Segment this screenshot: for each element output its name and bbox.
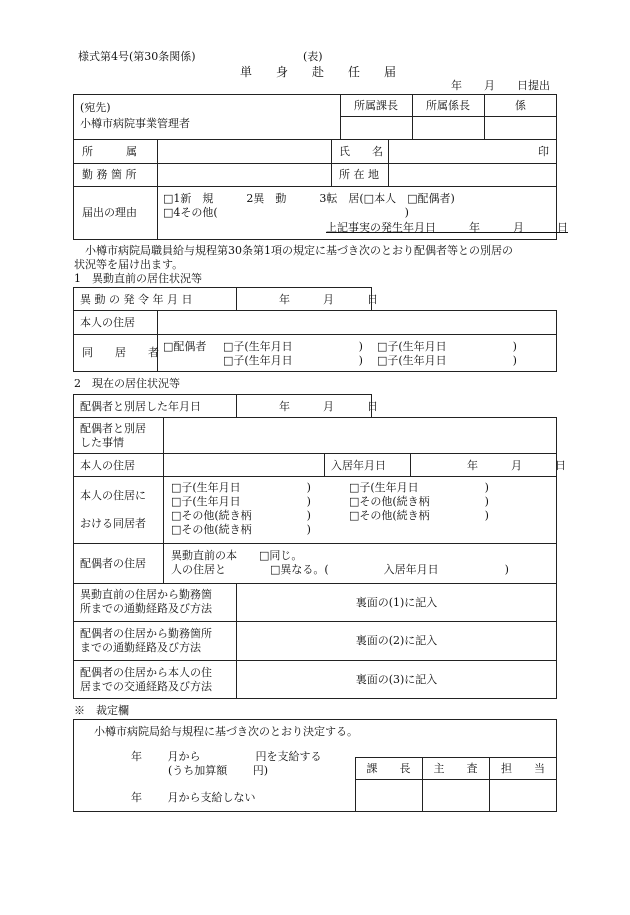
route3-label-1: 配偶者の住居から本人の住 xyxy=(80,666,212,679)
location-label: 所 在 地 xyxy=(339,168,379,181)
subsection-chief-stamp-box[interactable] xyxy=(413,117,484,139)
prior-child-1[interactable]: □子(生年月日 ) xyxy=(223,340,363,353)
department-field[interactable] xyxy=(158,140,330,162)
current-address-field[interactable] xyxy=(164,454,323,475)
manager-stamp-box[interactable] xyxy=(423,780,489,811)
route3-label-2: 居までの交通経路及び方法 xyxy=(80,680,212,693)
section1-heading: 1 異動直前の居住状況等 xyxy=(74,272,202,285)
staff-stamp-box[interactable] xyxy=(485,117,556,139)
move-in-date-value[interactable]: 年 月 日 xyxy=(467,459,566,472)
route2-note: 裏面の(2)に記入 xyxy=(355,634,438,647)
name-field[interactable] xyxy=(389,140,539,162)
current-other-1[interactable]: □その他(続き柄 ) xyxy=(171,509,311,522)
section2-heading: 2 現在の居住状況等 xyxy=(74,377,180,390)
filing-date: 年 月 日提出 xyxy=(451,79,550,92)
location-field[interactable] xyxy=(389,164,556,186)
separation-reason-label-2: した事情 xyxy=(80,436,124,449)
prior-address-label: 本人の住居 xyxy=(80,316,135,329)
intro-line2: 状況等を届け出ます。 xyxy=(74,258,184,271)
front-side-label: (表) xyxy=(303,50,323,63)
intro-line1: 小樽市病院局職員給与規程第30条第1項の規定に基づき次のとおり配偶者等との別居の xyxy=(74,244,513,257)
current-cohabitants-label-2: おける同居者 xyxy=(80,517,146,530)
pay-line[interactable]: 年 月から 円を支給する xyxy=(131,750,322,763)
prior-child-4[interactable]: □子(生年月日 ) xyxy=(377,354,517,367)
addressee-label: (宛先) xyxy=(80,101,111,114)
seal-mark: 印 xyxy=(538,145,549,158)
current-other-2[interactable]: □その他(続き柄 ) xyxy=(171,523,311,536)
assessment-decision: 小樽市病院局給与規程に基づき次のとおり決定する。 xyxy=(94,725,358,738)
transfer-date-label: 異 動 の 発 令 年 月 日 xyxy=(80,293,193,306)
transfer-date-value[interactable]: 年 月 日 xyxy=(279,293,378,306)
reason-label: 届出の理由 xyxy=(82,206,137,219)
route2-label-1: 配偶者の住居から勤務箇所 xyxy=(80,627,212,640)
current-child-1[interactable]: □子(生年月日 ) xyxy=(171,481,311,494)
clerk-label: 担 当 xyxy=(501,762,545,775)
route3-note: 裏面の(3)に記入 xyxy=(355,673,438,686)
spouse-address-same[interactable]: 異動直前の本 □同じ。 xyxy=(171,549,303,562)
chief-stamp-box[interactable] xyxy=(356,780,422,811)
addressee-name: 小樽市病院事業管理者 xyxy=(80,117,190,130)
staff-label: 係 xyxy=(515,99,526,112)
form-title: 単 身 赴 任 届 xyxy=(240,65,397,79)
current-child-3[interactable]: □子(生年月日 ) xyxy=(349,481,489,494)
no-pay-line[interactable]: 年 月から支給しない xyxy=(131,791,256,804)
route2-label-2: までの通勤経路及び方法 xyxy=(80,641,201,654)
current-cohabitants-label-1: 本人の住居に xyxy=(80,489,146,502)
prior-spouse-checkbox[interactable]: □配偶者 xyxy=(163,340,207,353)
reason-options-row2[interactable]: □4その他( ) xyxy=(163,206,409,219)
route1-label-1: 異動直前の住居から勤務箇 xyxy=(80,588,212,601)
pay-addition-line[interactable]: (うち加算額 円) xyxy=(168,764,269,777)
route1-note: 裏面の(1)に記入 xyxy=(355,596,438,609)
move-in-date-label: 入居年月日 xyxy=(331,459,386,472)
assessment-heading: ※ 裁定欄 xyxy=(74,704,129,717)
section-chief-stamp-box[interactable] xyxy=(341,117,412,139)
prior-address-field[interactable] xyxy=(158,311,556,333)
reason-options-row1[interactable]: □1新 規 2異 動 3転 居(□本人 □配偶者) xyxy=(163,192,455,205)
event-date[interactable]: 上記事実の発生年月日 年 月 日 xyxy=(326,221,568,234)
separation-date-label: 配偶者と別居した年月日 xyxy=(80,400,201,413)
current-child-2[interactable]: □子(生年月日 ) xyxy=(171,495,311,508)
name-label: 氏 名 xyxy=(339,145,383,158)
spouse-address-label: 配偶者の住居 xyxy=(80,557,146,570)
department-label: 所 属 xyxy=(82,145,137,158)
workplace-field[interactable] xyxy=(158,164,330,186)
manager-label: 主 査 xyxy=(433,762,478,775)
route1-label-2: 所までの通勤経路及び方法 xyxy=(80,602,212,615)
separation-reason-label-1: 配偶者と別居 xyxy=(80,422,146,435)
separation-date-value[interactable]: 年 月 日 xyxy=(279,400,378,413)
current-address-label: 本人の住居 xyxy=(80,459,135,472)
workplace-label: 勤 務 箇 所 xyxy=(82,168,137,181)
prior-child-2[interactable]: □子(生年月日 ) xyxy=(223,354,363,367)
spouse-address-different[interactable]: 人の住居と □異なる。( 入居年月日 ) xyxy=(171,563,509,576)
form-number: 様式第4号(第30条関係) xyxy=(78,50,196,63)
chief-label: 課 長 xyxy=(366,762,411,775)
current-other-4[interactable]: □その他(続き柄 ) xyxy=(349,509,489,522)
section-chief-label: 所属課長 xyxy=(354,99,398,112)
clerk-stamp-box[interactable] xyxy=(490,780,556,811)
prior-child-3[interactable]: □子(生年月日 ) xyxy=(377,340,517,353)
prior-cohabitants-label: 同 居 者 xyxy=(82,346,159,359)
current-other-3[interactable]: □その他(続き柄 ) xyxy=(349,495,489,508)
separation-reason-field[interactable] xyxy=(164,418,556,452)
subsection-chief-label: 所属係長 xyxy=(426,99,470,112)
